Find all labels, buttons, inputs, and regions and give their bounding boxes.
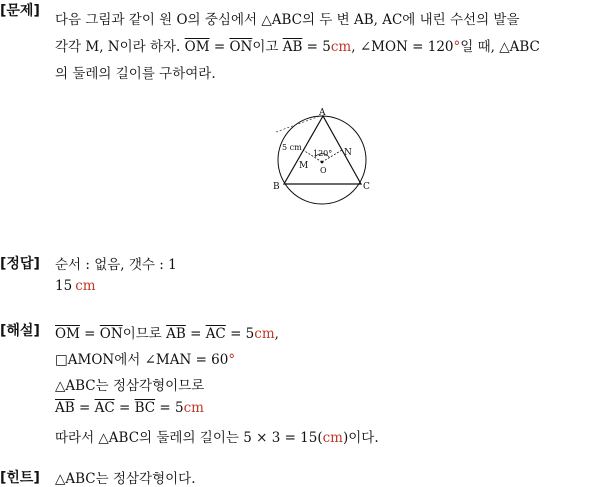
problem-text-2c: = 5 xyxy=(302,39,331,55)
circle-o xyxy=(278,116,366,204)
problem-text-2b: 이고 xyxy=(252,39,283,55)
sol-seg-on: $\overline{ON}$ xyxy=(99,326,123,342)
problem-text-2e: 일 때, △ABC xyxy=(460,39,540,55)
answer-line xyxy=(55,278,96,294)
sol-unit-5: cm xyxy=(322,430,343,446)
problem-line-3 xyxy=(55,62,216,82)
problem-label: [문제] xyxy=(0,3,40,19)
sol-text-3: △ABC는 정삼각형이므로 xyxy=(55,378,205,394)
label-o: O xyxy=(320,166,327,175)
solution-line-2 xyxy=(55,348,235,368)
sol-seg-bc: $\overline{BC}$ xyxy=(134,400,156,416)
sol-text-1b: = 5 xyxy=(225,326,255,342)
unit-cm: cm xyxy=(330,39,352,55)
sol-seg-om: $\overline{OM}$ xyxy=(55,326,80,342)
solution-line-5 xyxy=(55,426,379,446)
label-m: M xyxy=(299,161,309,171)
sol-eq-1: = xyxy=(79,326,100,342)
solution-line-4 xyxy=(55,400,204,416)
segment-om: $\overline{OM}$ xyxy=(184,39,210,55)
sol-eq-2: = xyxy=(185,326,206,342)
equals-sign: = xyxy=(209,39,230,55)
sol-seg-ac-2: $\overline{AC}$ xyxy=(94,400,115,416)
answer-value: 15 xyxy=(55,278,73,294)
sol-unit-4: cm xyxy=(183,400,204,416)
sol-seg-ab: $\overline{AB}$ xyxy=(166,326,186,342)
label-a: A xyxy=(319,108,326,118)
answer-unit: cm xyxy=(75,278,96,294)
label-c: C xyxy=(363,182,370,192)
sol-degree: ° xyxy=(228,352,236,368)
sol-eq-3: = xyxy=(74,400,95,416)
sol-text-5: 따라서 △ABC의 둘레의 길이는 5 × 3 = 15( xyxy=(55,430,323,446)
sol-seg-ab-2: $\overline{AB}$ xyxy=(55,400,75,416)
label-b: B xyxy=(273,182,280,192)
label-side-length: 5 cm xyxy=(282,143,302,152)
circle-triangle-figure xyxy=(268,104,378,210)
problem-line-2 xyxy=(55,35,540,55)
sol-seg-ac: $\overline{AC}$ xyxy=(205,326,226,342)
dimension-line xyxy=(276,116,320,132)
segment-on: $\overline{ON}$ xyxy=(229,39,253,55)
segment-ab: $\overline{AB}$ xyxy=(282,39,303,55)
solution-line-1 xyxy=(55,322,279,342)
sol-unit-1: cm xyxy=(254,326,275,342)
solution-label: [해설] xyxy=(0,323,40,339)
label-angle: 120° xyxy=(313,149,333,158)
problem-line-1 xyxy=(55,8,520,28)
solution-line-3 xyxy=(55,374,204,394)
hint-text: △ABC는 정삼각형이다. xyxy=(55,471,196,487)
label-n: N xyxy=(344,148,352,158)
sol-text-5b: )이다. xyxy=(343,430,379,446)
center-dot xyxy=(321,161,324,164)
sol-text-1: 이므로 xyxy=(122,326,167,342)
answer-meta: 순서 : 없음, 갯수 : 1 xyxy=(55,257,177,273)
sol-text-2: □AMON에서 ∠MAN = 60 xyxy=(55,352,229,368)
problem-text-3: 의 둘레의 길이를 구하여라. xyxy=(55,66,216,82)
degree-sign: ° xyxy=(453,39,461,55)
hint-label: [힌트] xyxy=(0,470,40,486)
answer-label: [정답] xyxy=(0,256,40,272)
problem-text-2d: , ∠MON = 120 xyxy=(351,39,454,55)
problem-text-2a: 각각 M, N이라 하자. xyxy=(55,39,185,55)
sol-text-1c: , xyxy=(274,326,279,342)
problem-text-1: 다음 그림과 같이 원 O의 중심에서 △ABC의 두 변 AB, AC에 내린 수선의 발을 xyxy=(55,12,520,28)
sol-eq-4: = xyxy=(114,400,135,416)
sol-text-4: = 5 xyxy=(155,400,184,416)
